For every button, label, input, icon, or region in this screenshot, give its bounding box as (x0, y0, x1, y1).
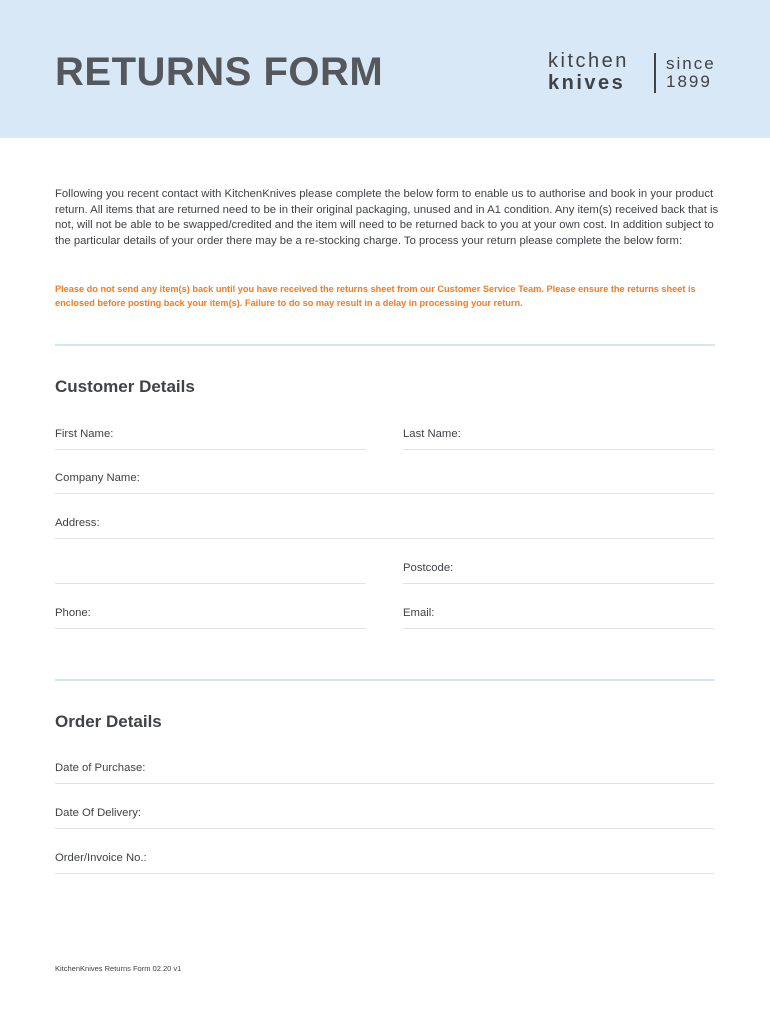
date-of-delivery-label: Date Of Delivery: (55, 807, 142, 819)
date-of-purchase-field[interactable] (55, 761, 714, 784)
last-name-field[interactable] (403, 427, 714, 450)
section-divider (55, 679, 715, 681)
address-label: Address: (55, 517, 100, 529)
logo-divider (654, 53, 656, 93)
date-of-purchase-label: Date of Purchase: (55, 762, 146, 774)
postcode-label: Postcode: (403, 562, 454, 574)
postcode-field[interactable] (403, 561, 714, 584)
warning-notice: Please do not send any item(s) back until you have received the returns sheet from our Customer Service Team. Please ensure the returns sheet is enclosed before posting back your item(s). Failure to do so may result in a delay in processing your return. (55, 284, 696, 308)
logo-word-knives: knives (548, 72, 626, 94)
first-name-label: First Name: (55, 428, 114, 440)
footer-text: KitchenKnives Returns Form 02.20 v1 (55, 964, 182, 973)
logo-word-kitchen: kitchen (548, 50, 629, 72)
company-name-field[interactable] (55, 471, 714, 494)
company-name-label: Company Name: (55, 472, 140, 484)
intro-paragraph: Following you recent contact with KitchenKnives please complete the below form to enable us to authorise and book in your product return. All items that are returned need to be in their original packaging, unused and in A1 condition. Any item(s) received back that is not, will not be able to be swapped/credited and the item will need to be returned back to you at your own cost. In addition subject to the particular details of your order there may be a re-stocking charge. To process your return please complete the below form: (55, 188, 719, 247)
first-name-field[interactable] (55, 427, 366, 450)
order-invoice-number-label: Order/Invoice No.: (55, 852, 147, 864)
phone-label: Phone: (55, 607, 91, 619)
email-field[interactable] (403, 606, 714, 629)
logo-since: since (666, 54, 716, 73)
section-divider (55, 344, 715, 346)
last-name-label: Last Name: (403, 428, 461, 440)
brand-logo (548, 50, 718, 96)
order-details-heading: Order Details (55, 712, 162, 731)
order-invoice-number-field[interactable] (55, 851, 714, 874)
customer-details-heading: Customer Details (55, 377, 195, 396)
phone-field[interactable] (55, 606, 366, 629)
date-of-delivery-field[interactable] (55, 806, 714, 829)
address-line-2-field[interactable] (55, 561, 366, 584)
page-header (0, 0, 770, 138)
address-field[interactable] (55, 516, 714, 539)
logo-year: 1899 (666, 72, 712, 91)
email-label: Email: (403, 607, 435, 619)
page-title: RETURNS FORM (55, 50, 384, 94)
